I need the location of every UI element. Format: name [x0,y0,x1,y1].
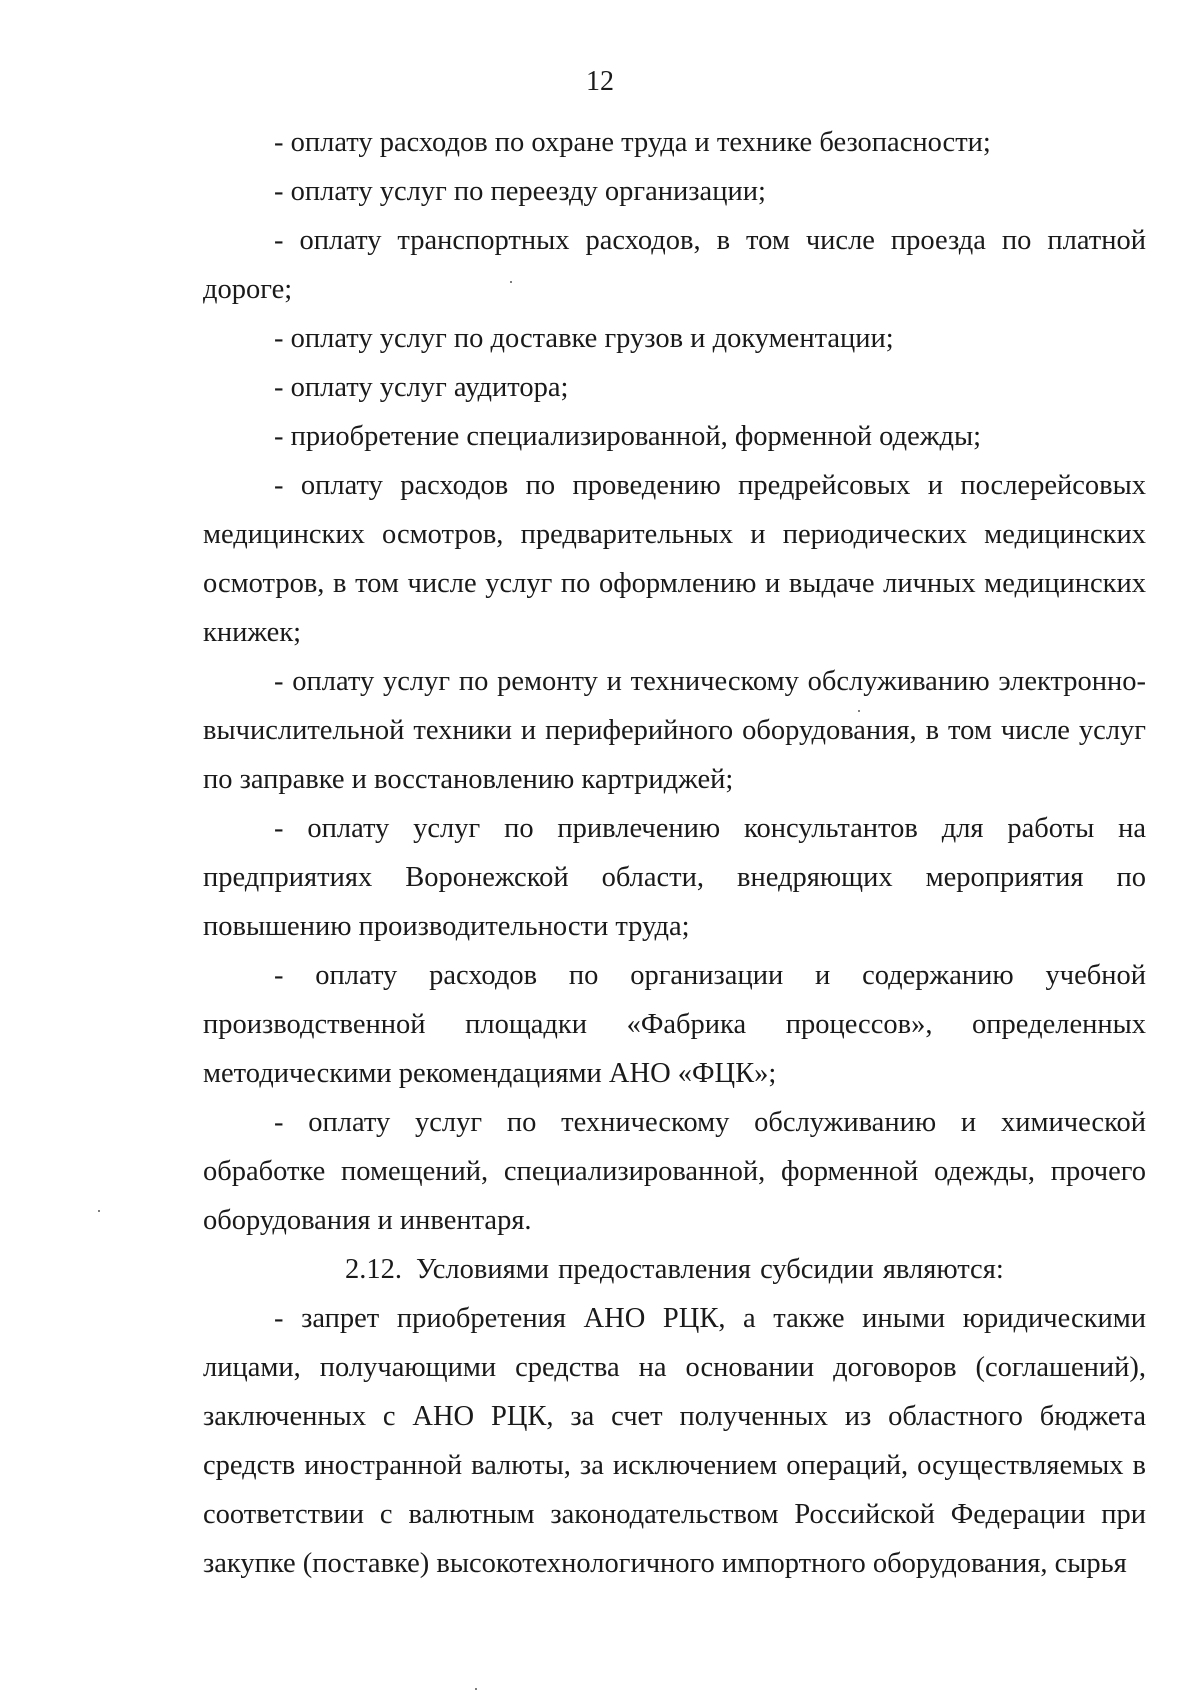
list-item-uniform: - приобретение специализированной, форменной одежды; [274,421,982,452]
list-item-consultants: - оплату услуг по привлечению консультантов для работы на предприятиях Воронежской области, внедряющих мероприятия по повышению производительности труда; [203,813,1146,942]
list-item-medical: - оплату расходов по проведению предрейсовых и послерейсовых медицинских осмотров, предварительных и периодических медицинских осмотров, в том числе услуг по оформлению и выдаче личных медицинских книжек; [203,470,1146,648]
document-body [203,118,1146,1588]
section-heading-2-12 [203,1245,1146,1294]
scan-speck [510,281,512,283]
list-item-auditor: - оплату услуг аудитора; [274,372,569,403]
section-number: 2.12. [345,1254,402,1285]
list-item-delivery: - оплату услуг по доставке грузов и документации; [274,323,894,354]
list-item-labor-safety: - оплату расходов по охране труда и технике безопасности; [274,127,991,158]
list-item-factory-processes: - оплату расходов по организации и содержанию учебной производственной площадки «Фабрика процессов», определенных методическими рекомендациями АНО «ФЦК»; [203,960,1146,1089]
list-item-relocation: - оплату услуг по переезду организации; [274,176,766,207]
scan-speck [858,710,860,712]
list-item-transport: - оплату транспортных расходов, в том числе проезда по платной дороге; [203,225,1146,305]
list-item-maintenance: - оплату услуг по техническому обслуживанию и химической обработке помещений, специализированной, форменной одежды, прочего оборудования и инвентаря. [203,1107,1146,1236]
section-text: Условиями предоставления субсидии являются: [416,1254,1004,1285]
list-item-currency-ban: - запрет приобретения АНО РЦК, а также иными юридическими лицами, получающими средства на основании договоров (соглашений), заключенных с АНО РЦК, за счет полученных из областного бюджета средств иностранной валюты, за исключением операций, осуществляемых в соответствии с валютным законодательством Российской Федерации при закупке (поставке) высокотехнологичного импортного оборудования, сырья [203,1303,1146,1579]
scan-speck [98,1210,100,1212]
page-number: 12 [586,66,614,97]
list-item-computer-service: - оплату услуг по ремонту и техническому обслуживанию электронно-вычислительной техники и периферийного оборудования, в том числе услуг по заправке и восстановлению картриджей; [203,666,1146,795]
scan-speck [475,1688,477,1690]
